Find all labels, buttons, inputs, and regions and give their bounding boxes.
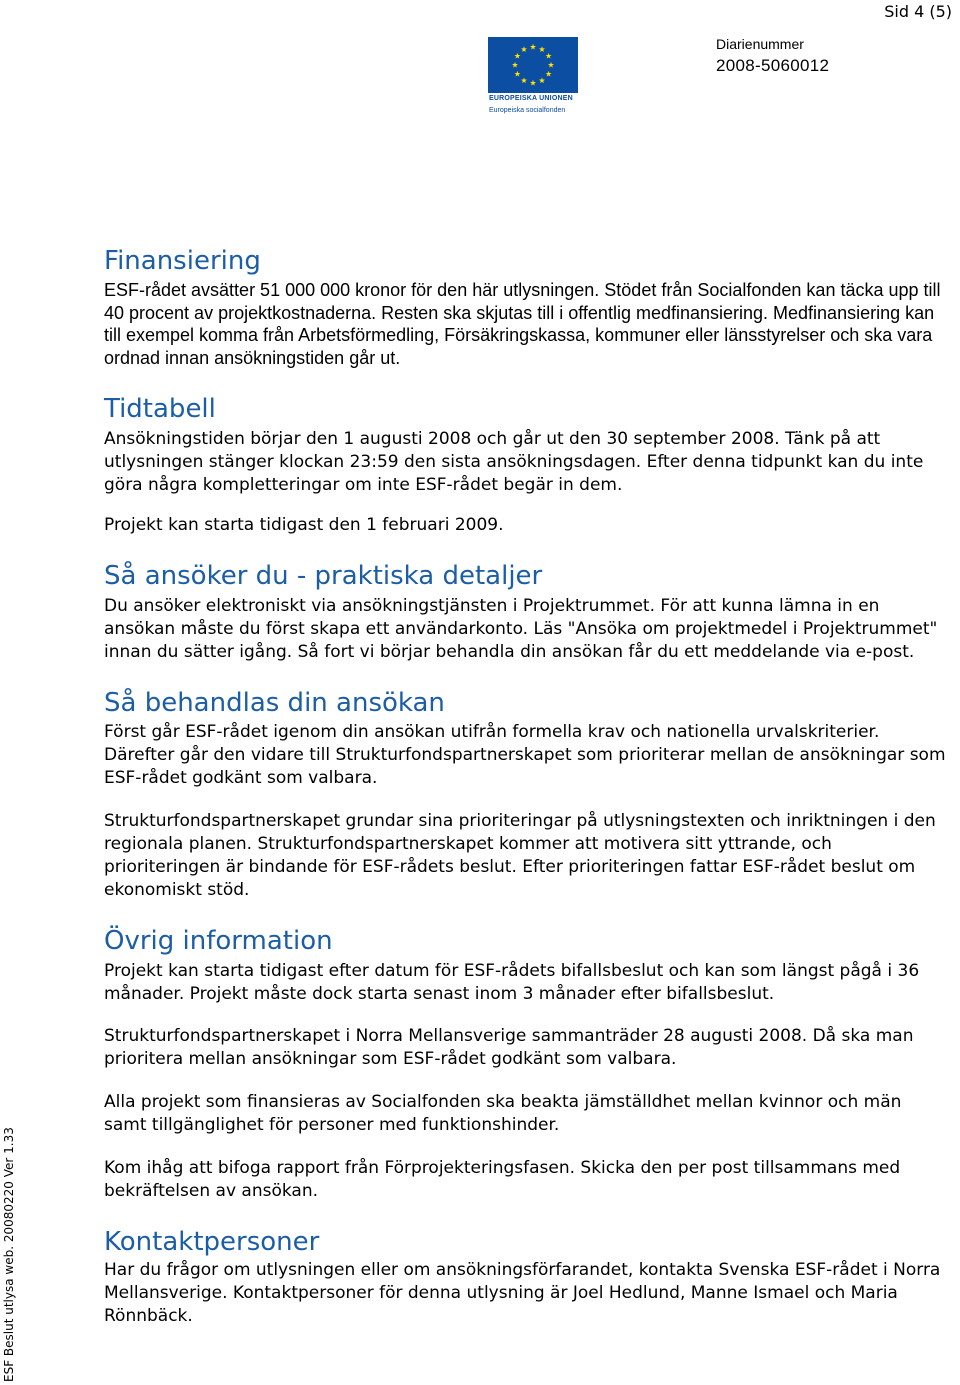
eu-flag (488, 37, 578, 93)
side-footer (0, 1112, 20, 1382)
sa-behandlas-text-2: Strukturfondspartnerskapet grundar sina prioriteringar på utlysningstexten och inriktningen i den regionala planen. Strukturfondspartnerskapet kommer att motivera sitt yttrande, och prioriteringen är bindande för ESF-rådets beslut. Efter prioriteringen fattar ESF-rådet beslut om ekonomiskt stöd. (104, 811, 936, 900)
page-number: Sid 4 (5) (884, 2, 952, 21)
ovrig-text-3: Alla projekt som finansieras av Socialfonden ska beakta jämställdhet mellan kvinnor och män samt tillgänglighet för personer med funktionshinder. (104, 1092, 902, 1135)
sa-ansoker-text: Du ansöker elektroniskt via ansökningstjänsten i Projektrummet. För att kunna lämna in en ansökan måste du först skapa ett användarkonto. Läs "Ansöka om projektmedel i Projektrummet" innan du sätter igång. Så fort vi börjar behandla din ansökan får du ett meddelande via e-post. (104, 596, 938, 662)
eu-star (514, 53, 520, 59)
eu-star (546, 53, 552, 59)
ovrig-text-2: Strukturfondspartnerskapet i Norra Mellansverige sammanträder 28 augusti 2008. Då ska man prioritera mellan ansökningar som ESF-rådet godkänt som valbara. (104, 1026, 914, 1069)
eu-star (512, 62, 518, 68)
heading-kontakt: Kontaktpersoner (104, 1227, 320, 1257)
eu-logo-line1: EUROPEISKA UNIONEN (489, 95, 573, 102)
finansiering-text: ESF-rådet avsätter 51 000 000 kronor för den här utlysningen. Stödet från Socialfonden kan täcka upp till 40 procent av projektkostnaderna. Resten ska skjutas till i offentlig medfinansiering. Medfinansiering kan till exempel komma från Arbetsförmedling, Försäkringskassa, kommuner eller länsstyrelser och ska vara ordnad innan ansökningstiden går ut. (104, 280, 941, 368)
eu-logo (488, 37, 578, 119)
heading-tidtabell: Tidtabell (104, 394, 216, 424)
eu-stars-icon (488, 37, 578, 93)
document-body (104, 245, 949, 1328)
eu-star (521, 77, 527, 83)
ovrig-text-1: Projekt kan starta tidigast efter datum för ESF-rådets bifallsbeslut och kan som längst pågå i 36 månader. Projekt måste dock starta senast inom 3 månader efter bifallsbeslut. (104, 961, 920, 1004)
kontakt-text: Har du frågor om utlysningen eller om ansökningsförfarandet, kontakta Svenska ESF-rådet i Norra Mellansverige. Kontaktpersoner för denna utlysning är Joel Hedlund, Manne Ismael och Maria Rönnbäck. (104, 1260, 941, 1326)
eu-star (530, 80, 536, 86)
tidtabell-text-1: Ansökningstiden börjar den 1 augusti 2008 och går ut den 30 september 2008. Tänk på att utlysningen stänger klockan 23:59 den sista ansökningsdagen. Efter denna tidpunkt kan du inte göra några kompletteringar om inte ESF-rådet begär in dem. (104, 429, 924, 495)
tidtabell-text-2: Projekt kan starta tidigast den 1 februari 2009. (104, 515, 504, 535)
heading-ovrig: Övrig information (104, 926, 333, 956)
eu-star (514, 71, 520, 77)
diarie-block (716, 36, 829, 76)
heading-sa-ansoker: Så ansöker du - praktiska detaljer (104, 561, 543, 591)
eu-star (521, 46, 527, 52)
diarie-number: 2008-5060012 (716, 56, 830, 75)
eu-star (539, 77, 545, 83)
eu-star (530, 44, 536, 50)
side-footer-text: ESF Beslut utlysa web. 20080220 Ver 1.33 (2, 1127, 16, 1382)
heading-sa-behandlas: Så behandlas din ansökan (104, 688, 445, 718)
ovrig-text-4: Kom ihåg att bifoga rapport från Förprojekteringsfasen. Skicka den per post tillsammans med bekräftelsen av ansökan. (104, 1158, 901, 1201)
heading-finansiering: Finansiering (104, 246, 261, 276)
eu-star (548, 62, 554, 68)
eu-star (546, 71, 552, 77)
sa-behandlas-text-1: Först går ESF-rådet igenom din ansökan utifrån formella krav och nationella urvalskriterier. Därefter går den vidare till Strukturfondspartnerskapet som prioriterar mellan de ansökningar som ESF-rådet godkänt som valbara. (104, 722, 946, 788)
eu-logo-line2: Europeiska socialfonden (489, 107, 566, 114)
eu-star (539, 46, 545, 52)
diarie-label: Diarienummer (716, 36, 804, 52)
